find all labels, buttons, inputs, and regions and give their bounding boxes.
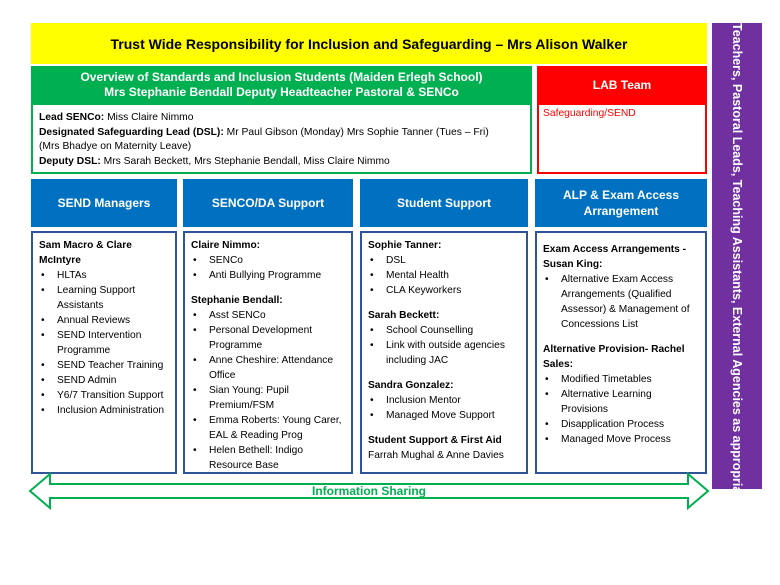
list-item: • HLTAs xyxy=(39,268,169,283)
lab-team-text: Safeguarding/SEND xyxy=(543,108,636,119)
dsl-note: (Mrs Bhadye on Maternity Leave) xyxy=(39,141,192,152)
alp-name-1: Exam Access Arrangements - Susan King: xyxy=(543,244,687,270)
list-item: • Sian Young: Pupil Premium/FSM xyxy=(191,383,345,413)
list-item: • Annual Reviews xyxy=(39,313,169,328)
list-item: • Inclusion Mentor xyxy=(368,393,520,408)
list-item: • SEND Teacher Training xyxy=(39,358,169,373)
student-name-4-people: Farrah Mughal & Anne Davies xyxy=(368,450,504,461)
senco-name-2: Stephanie Bendall: xyxy=(191,295,283,306)
student-list-1 xyxy=(368,253,520,298)
list-item: • Modified Timetables xyxy=(543,372,699,387)
deputy-dsl-label: Deputy DSL: xyxy=(39,155,101,167)
lead-senco-label: Lead SENCo: xyxy=(39,112,105,123)
dsl-label: Designated Safeguarding Lead (DSL): xyxy=(39,126,224,138)
dsl-value: Mr Paul Gibson (Monday) Mrs Sophie Tanner (Tues – Fri) xyxy=(223,126,489,138)
senco-list-2 xyxy=(191,308,345,473)
senco-support-header xyxy=(183,179,353,227)
send-managers-title: SEND Managers xyxy=(57,196,151,210)
alp-name-2: Alternative Provision- Rachel Sales: xyxy=(543,344,685,370)
senco-support-body xyxy=(183,231,353,474)
lab-team-header xyxy=(537,66,707,103)
overview-body xyxy=(31,103,532,174)
senco-name-1: Claire Nimmo: xyxy=(191,240,261,251)
list-item: • Learning Support Assistants xyxy=(39,283,169,313)
list-item: • SEND Admin xyxy=(39,373,169,388)
list-item: • Helen Bethell: Indigo Resource Base xyxy=(191,443,345,473)
student-name-1: Sophie Tanner: xyxy=(368,240,442,251)
alp-title: ALP & Exam Access Arrangement xyxy=(562,188,680,218)
list-item: • School Counselling xyxy=(368,323,520,338)
alp-header xyxy=(535,179,707,227)
list-item: • Managed Move Process xyxy=(543,432,699,447)
trust-banner xyxy=(31,23,707,64)
lab-team-body xyxy=(537,103,707,174)
list-item: • Anne Cheshire: Attendance Office xyxy=(191,353,345,383)
external-agencies-band xyxy=(712,23,762,505)
alp-list-2 xyxy=(543,372,699,447)
dsl-line xyxy=(39,126,524,141)
list-item: • Alternative Exam Access Arrangements (Qualified Assessor) & Management of Concessions List xyxy=(543,272,699,332)
alp-list-1 xyxy=(543,272,699,332)
list-item: • Mental Health xyxy=(368,268,520,283)
external-agencies-text: Teachers, Pastoral Leads, Teaching Assistants, External Agencies as appropriate xyxy=(730,23,744,505)
send-managers-name: Sam Macro & Clare McIntyre xyxy=(39,240,132,266)
send-managers-body xyxy=(31,231,177,474)
lead-senco-line xyxy=(39,111,524,126)
senco-support-title: SENCO/DA Support xyxy=(211,196,325,210)
overview-title: Overview of Standards and Inclusion Students (Maiden Erlegh School) xyxy=(80,69,483,84)
send-managers-list xyxy=(39,268,169,418)
information-sharing-label: Information Sharing xyxy=(312,484,426,498)
list-item: • Alternative Learning Provisions xyxy=(543,387,699,417)
deputy-dsl-line xyxy=(39,155,524,170)
trust-banner-title: Trust Wide Responsibility for Inclusion and Safeguarding – Mrs Alison Walker xyxy=(110,35,628,52)
list-item: • Inclusion Administration xyxy=(39,403,169,418)
list-item: • Anti Bullying Programme xyxy=(191,268,345,283)
list-item: • Personal Development Programme xyxy=(191,323,345,353)
lab-team-title: LAB Team xyxy=(592,77,652,92)
student-support-title: Student Support xyxy=(397,196,491,210)
send-managers-header xyxy=(31,179,177,227)
deputy-dsl-value: Mrs Sarah Beckett, Mrs Stephanie Bendall, Miss Claire Nimmo xyxy=(100,155,390,167)
list-item: • DSL xyxy=(368,253,520,268)
list-item: • Disapplication Process xyxy=(543,417,699,432)
list-item: • Asst SENCo xyxy=(191,308,345,323)
student-support-header xyxy=(360,179,528,227)
lead-senco-value: Miss Claire Nimmo xyxy=(104,112,194,123)
student-list-2 xyxy=(368,323,520,368)
list-item: • SENCo xyxy=(191,253,345,268)
senco-list-1 xyxy=(191,253,345,283)
list-item: • CLA Keyworkers xyxy=(368,283,520,298)
overview-header xyxy=(31,66,532,103)
student-name-2: Sarah Beckett: xyxy=(368,310,440,321)
student-name-3: Sandra Gonzalez: xyxy=(368,380,454,391)
list-item: • Link with outside agencies including JAC xyxy=(368,338,520,368)
student-name-4: Student Support & First Aid xyxy=(368,435,502,446)
student-support-body xyxy=(360,231,528,474)
student-list-3 xyxy=(368,393,520,423)
list-item: • Y6/7 Transition Support xyxy=(39,388,169,403)
list-item: • Emma Roberts: Young Carer, EAL & Reading Prog xyxy=(191,413,345,443)
alp-body xyxy=(535,231,707,474)
overview-subtitle: Mrs Stephanie Bendall Deputy Headteacher Pastoral & SENCo xyxy=(104,84,459,99)
list-item: • SEND Intervention Programme xyxy=(39,328,169,358)
list-item: • Managed Move Support xyxy=(368,408,520,423)
